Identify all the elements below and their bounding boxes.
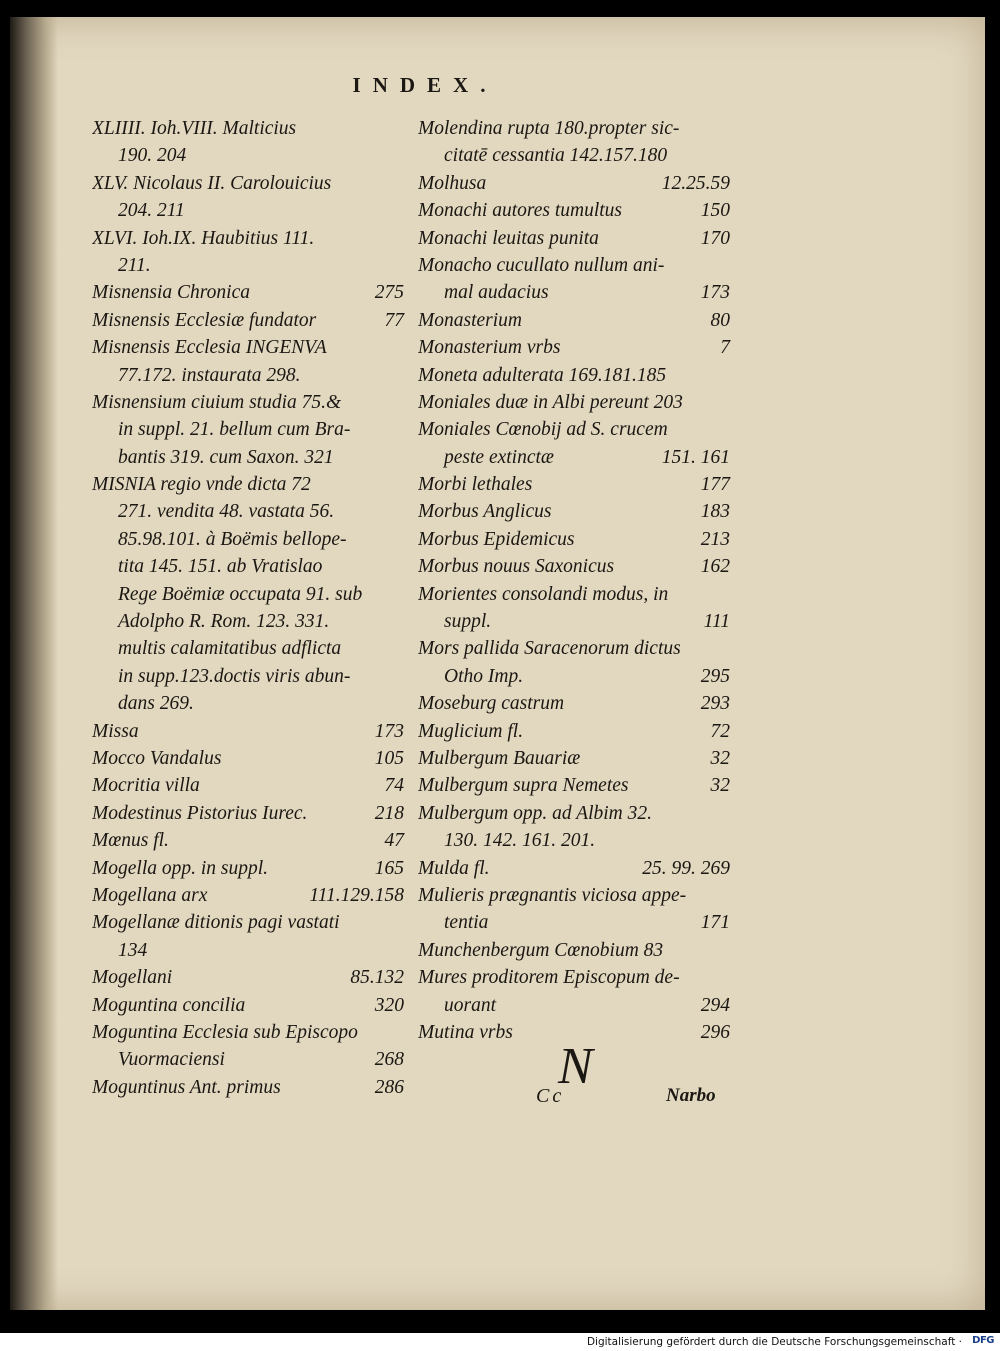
entry-text: Mogellani	[92, 967, 173, 989]
entry-term	[418, 635, 730, 662]
index-entry	[92, 389, 404, 471]
entry-text: Mures proditorem Episcopum de-	[418, 967, 680, 989]
entry-text: Adolpho R. Rom. 123. 331.	[118, 611, 330, 633]
entry-text: Otho Imp.	[444, 665, 524, 687]
catchword: Narbo	[666, 1085, 716, 1106]
entry-page-ref: 173	[374, 720, 404, 742]
entry-continuation	[418, 909, 730, 936]
entry-text: Mulbergum Bauariæ	[418, 747, 581, 769]
entry-term	[418, 772, 730, 799]
entry-term	[418, 498, 730, 525]
entry-text: Misnensis Ecclesia INGENVA	[92, 337, 327, 359]
index-entry	[92, 334, 404, 389]
entry-term	[92, 225, 404, 252]
entry-term	[418, 252, 730, 279]
entry-term	[418, 307, 730, 334]
entry-page-ref: 85.132	[350, 967, 404, 989]
entry-text: Misnensis Ecclesiæ fundator	[92, 309, 317, 331]
entry-text: 134	[118, 939, 148, 961]
entry-text: multis calamitatibus adflicta	[118, 638, 342, 660]
index-entry	[92, 279, 404, 306]
digitization-credit: Digitalisierung gefördert durch die Deutsche Forschungsgemeinschaft ·	[586, 1336, 962, 1348]
index-entry	[418, 170, 730, 197]
entry-text: Monasterium	[418, 309, 522, 331]
index-entry	[92, 827, 404, 854]
entry-text: Morbi lethales	[418, 474, 533, 496]
book-spine-shadow	[10, 17, 58, 1310]
entry-text: 204. 211	[118, 200, 185, 222]
index-entry	[418, 115, 730, 170]
entry-term	[418, 225, 730, 252]
entry-term	[418, 800, 730, 827]
entry-text: MISNIA regio vnde dicta 72	[92, 474, 311, 496]
index-entry	[418, 882, 730, 937]
entry-term	[92, 334, 404, 361]
entry-page-ref: 171	[700, 912, 730, 934]
entry-term	[418, 855, 730, 882]
index-entry	[418, 362, 730, 389]
index-entry	[418, 498, 730, 525]
index-entry	[418, 334, 730, 361]
entry-term	[92, 307, 404, 334]
entry-text: dans 269.	[118, 693, 194, 715]
entry-term	[92, 800, 404, 827]
entry-term	[92, 745, 404, 772]
entry-page-ref: 162	[700, 556, 730, 578]
entry-text: Mocco Vandalus	[92, 747, 222, 769]
entry-term	[92, 1074, 404, 1101]
entry-term	[92, 170, 404, 197]
entry-term	[418, 526, 730, 553]
index-entry	[92, 1019, 404, 1074]
entry-term	[418, 581, 730, 608]
entry-text: Moniales duæ in Albi pereunt 203	[418, 391, 683, 413]
next-section-letter: N	[558, 1038, 593, 1095]
entry-page-ref: 25. 99. 269	[642, 857, 730, 879]
index-entry	[418, 471, 730, 498]
entry-term	[418, 416, 730, 443]
entry-text: Moguntinus Ant. primus	[92, 1076, 281, 1098]
index-entry	[92, 992, 404, 1019]
entry-page-ref: 80	[710, 309, 730, 331]
entry-continuation	[418, 142, 730, 169]
entry-term	[418, 334, 730, 361]
entry-page-ref: 170	[700, 227, 730, 249]
entry-continuation	[92, 416, 404, 443]
entry-continuation	[92, 937, 404, 964]
index-entry	[92, 855, 404, 882]
entry-text: Monasterium vrbs	[418, 337, 561, 359]
entry-continuation	[92, 142, 404, 169]
book-page	[10, 17, 985, 1310]
entry-page-ref: 296	[700, 1021, 730, 1043]
index-entry	[418, 800, 730, 855]
entry-text: Munchenbergum Cœnobium 83	[418, 939, 664, 961]
entry-text: Monacho cucullato nullum ani-	[418, 254, 665, 276]
index-entry	[418, 225, 730, 252]
entry-text: Morientes consolandi modus, in	[418, 583, 669, 605]
entry-text: Mulbergum supra Nemetes	[418, 775, 629, 797]
index-entry	[418, 745, 730, 772]
entry-text: Mulieris prægnantis viciosa appe-	[418, 884, 687, 906]
entry-continuation	[418, 444, 730, 471]
index-entry	[92, 307, 404, 334]
index-entry	[92, 170, 404, 225]
entry-page-ref: 294	[700, 994, 730, 1016]
entry-text: Moseburg castrum	[418, 693, 565, 715]
entry-term	[418, 882, 730, 909]
entry-page-ref: 111	[703, 611, 730, 633]
entry-text: Modestinus Pistorius Iurec.	[92, 802, 308, 824]
index-entry	[418, 635, 730, 690]
entry-term	[92, 279, 404, 306]
index-entry	[92, 882, 404, 909]
entry-continuation	[92, 635, 404, 662]
entry-text: 85.98.101. à Boëmis bellope-	[118, 528, 347, 550]
index-entry	[418, 197, 730, 224]
entry-continuation	[418, 827, 730, 854]
entry-term	[418, 690, 730, 717]
entry-text: Misnensium ciuium studia 75.&	[92, 391, 342, 413]
entry-text: Morbus nouus Saxonicus	[418, 556, 615, 578]
entry-continuation	[418, 992, 730, 1019]
entry-continuation	[418, 663, 730, 690]
entry-continuation	[418, 279, 730, 306]
index-entry	[418, 718, 730, 745]
index-entry	[92, 1074, 404, 1101]
index-entry	[418, 526, 730, 553]
entry-page-ref: 183	[700, 501, 730, 523]
index-entry	[92, 745, 404, 772]
index-entry	[418, 964, 730, 1019]
index-entry	[92, 471, 404, 718]
entry-text: XLIIII. Ioh.VIII. Malticius	[92, 118, 297, 139]
entry-text: Moneta adulterata 169.181.185	[418, 364, 667, 386]
entry-text: Morbus Anglicus	[418, 501, 552, 523]
entry-page-ref: 320	[374, 994, 404, 1016]
entry-continuation	[92, 553, 404, 580]
entry-term	[418, 197, 730, 224]
entry-continuation	[92, 498, 404, 525]
entry-term	[92, 964, 404, 991]
page-header: INDEX.	[352, 73, 498, 97]
entry-page-ref: 213	[700, 528, 730, 550]
entry-page-ref: 293	[700, 693, 730, 715]
index-column-right	[418, 115, 730, 1046]
entry-continuation	[92, 252, 404, 279]
index-entry	[92, 964, 404, 991]
index-entry	[418, 416, 730, 471]
index-entry	[418, 252, 730, 307]
index-entry	[418, 389, 730, 416]
entry-page-ref: 173	[700, 282, 730, 304]
entry-text: Mogella opp. in suppl.	[92, 857, 269, 879]
entry-continuation	[92, 526, 404, 553]
signature-mark: Cc	[536, 1085, 565, 1107]
entry-text: Mœnus fl.	[92, 830, 169, 852]
entry-term	[92, 992, 404, 1019]
entry-term	[92, 827, 404, 854]
entry-text: bantis 319. cum Saxon. 321	[118, 446, 334, 468]
entry-text: Missa	[92, 720, 139, 742]
index-entry	[418, 937, 730, 964]
entry-page-ref: 218	[374, 802, 404, 824]
entry-term	[418, 362, 730, 389]
entry-continuation	[92, 1046, 404, 1073]
entry-continuation	[92, 362, 404, 389]
entry-page-ref: 275	[374, 282, 404, 304]
index-entry	[92, 909, 404, 964]
entry-page-ref: 177	[700, 474, 730, 496]
entry-term	[418, 745, 730, 772]
entry-text: Mogellanæ ditionis pagi vastati	[92, 912, 340, 934]
index-entry	[418, 772, 730, 799]
entry-term	[418, 389, 730, 416]
entry-text: Morbus Epidemicus	[418, 528, 575, 550]
entry-page-ref: 286	[374, 1076, 404, 1098]
entry-text: Monachi leuitas punita	[418, 227, 599, 249]
entry-term	[92, 1019, 404, 1046]
entry-term	[92, 471, 404, 498]
entry-term	[92, 772, 404, 799]
index-entry	[418, 690, 730, 717]
entry-text: 190. 204	[118, 145, 187, 167]
entry-text: citatē cessantia 142.157.180	[444, 145, 668, 167]
entry-page-ref: 74	[384, 775, 404, 797]
entry-text: Moniales Cœnobij ad S. crucem	[418, 419, 668, 441]
index-entry	[92, 800, 404, 827]
entry-term	[418, 553, 730, 580]
entry-text: Moguntina Ecclesia sub Episcopo	[92, 1021, 358, 1043]
entry-text: uorant	[444, 994, 497, 1016]
entry-term	[418, 718, 730, 745]
entry-text: Mogellana arx	[92, 884, 208, 906]
entry-page-ref: 47	[384, 830, 404, 852]
entry-text: XLVI. Ioh.IX. Haubitius 111.	[92, 227, 315, 249]
entry-text: tentia	[444, 912, 489, 934]
index-entry	[418, 855, 730, 882]
entry-continuation	[418, 608, 730, 635]
entry-text: suppl.	[444, 611, 492, 633]
entry-continuation	[92, 444, 404, 471]
entry-page-ref: 268	[374, 1049, 404, 1071]
entry-page-ref: 77	[384, 309, 404, 331]
entry-term	[92, 718, 404, 745]
entry-text: 130. 142. 161. 201.	[444, 830, 596, 852]
entry-continuation	[92, 663, 404, 690]
entry-page-ref: 32	[710, 775, 730, 797]
entry-text: Mocritia villa	[92, 775, 200, 797]
entry-text: Molendina rupta 180.propter sic-	[418, 118, 680, 139]
entry-text: 211.	[118, 254, 151, 276]
entry-term	[418, 937, 730, 964]
entry-page-ref: 111.129.158	[309, 884, 404, 906]
entry-text: 77.172. instaurata 298.	[118, 364, 301, 386]
entry-continuation	[92, 581, 404, 608]
entry-text: peste extinctæ	[444, 446, 554, 468]
entry-text: Mutina vrbs	[418, 1021, 513, 1043]
entry-text: Molhusa	[418, 172, 487, 194]
entry-text: 271. vendita 48. vastata 56.	[118, 501, 335, 523]
entry-page-ref: 72	[710, 720, 730, 742]
entry-page-ref: 165	[374, 857, 404, 879]
entry-text: Mors pallida Saracenorum dictus	[418, 638, 681, 660]
index-column-left	[92, 115, 404, 1101]
entry-page-ref: 32	[710, 747, 730, 769]
entry-text: Vuormaciensi	[118, 1049, 225, 1071]
index-entry	[92, 718, 404, 745]
entry-term	[418, 115, 730, 142]
entry-term	[92, 115, 404, 142]
entry-page-ref: 7	[720, 337, 730, 359]
entry-text: XLV. Nicolaus II. Carolouicius	[92, 172, 332, 194]
entry-page-ref: 151. 161	[661, 446, 730, 468]
entry-text: Muglicium fl.	[418, 720, 524, 742]
entry-continuation	[92, 608, 404, 635]
entry-text: Moguntina concilia	[92, 994, 246, 1016]
entry-term	[92, 882, 404, 909]
entry-term	[92, 855, 404, 882]
entry-term	[92, 909, 404, 936]
entry-continuation	[92, 197, 404, 224]
entry-text: tita 145. 151. ab Vratislao	[118, 556, 323, 578]
entry-term	[418, 170, 730, 197]
entry-term	[418, 964, 730, 991]
entry-text: in suppl. 21. bellum cum Bra-	[118, 419, 351, 441]
entry-page-ref: 12.25.59	[661, 172, 730, 194]
entry-text: Misnensia Chronica	[92, 282, 250, 304]
entry-text: Rege Boëmiæ occupata 91. sub	[118, 583, 363, 605]
entry-term	[92, 389, 404, 416]
index-entry	[418, 553, 730, 580]
entry-page-ref: 295	[700, 665, 730, 687]
dfg-logo: DFG	[972, 1335, 994, 1346]
index-entry	[418, 581, 730, 636]
entry-page-ref: 105	[374, 747, 404, 769]
index-entry	[92, 115, 404, 170]
entry-text: Mulbergum opp. ad Albim 32.	[418, 802, 652, 824]
entry-text: in supp.123.doctis viris abun-	[118, 665, 351, 687]
index-entry	[92, 772, 404, 799]
entry-text: Monachi autores tumultus	[418, 200, 623, 222]
entry-text: Mulda fl.	[418, 857, 490, 879]
entry-text: mal audacius	[444, 282, 549, 304]
entry-page-ref: 150	[700, 200, 730, 222]
entry-term	[418, 471, 730, 498]
index-entry	[418, 307, 730, 334]
entry-continuation	[92, 690, 404, 717]
index-entry	[92, 225, 404, 280]
